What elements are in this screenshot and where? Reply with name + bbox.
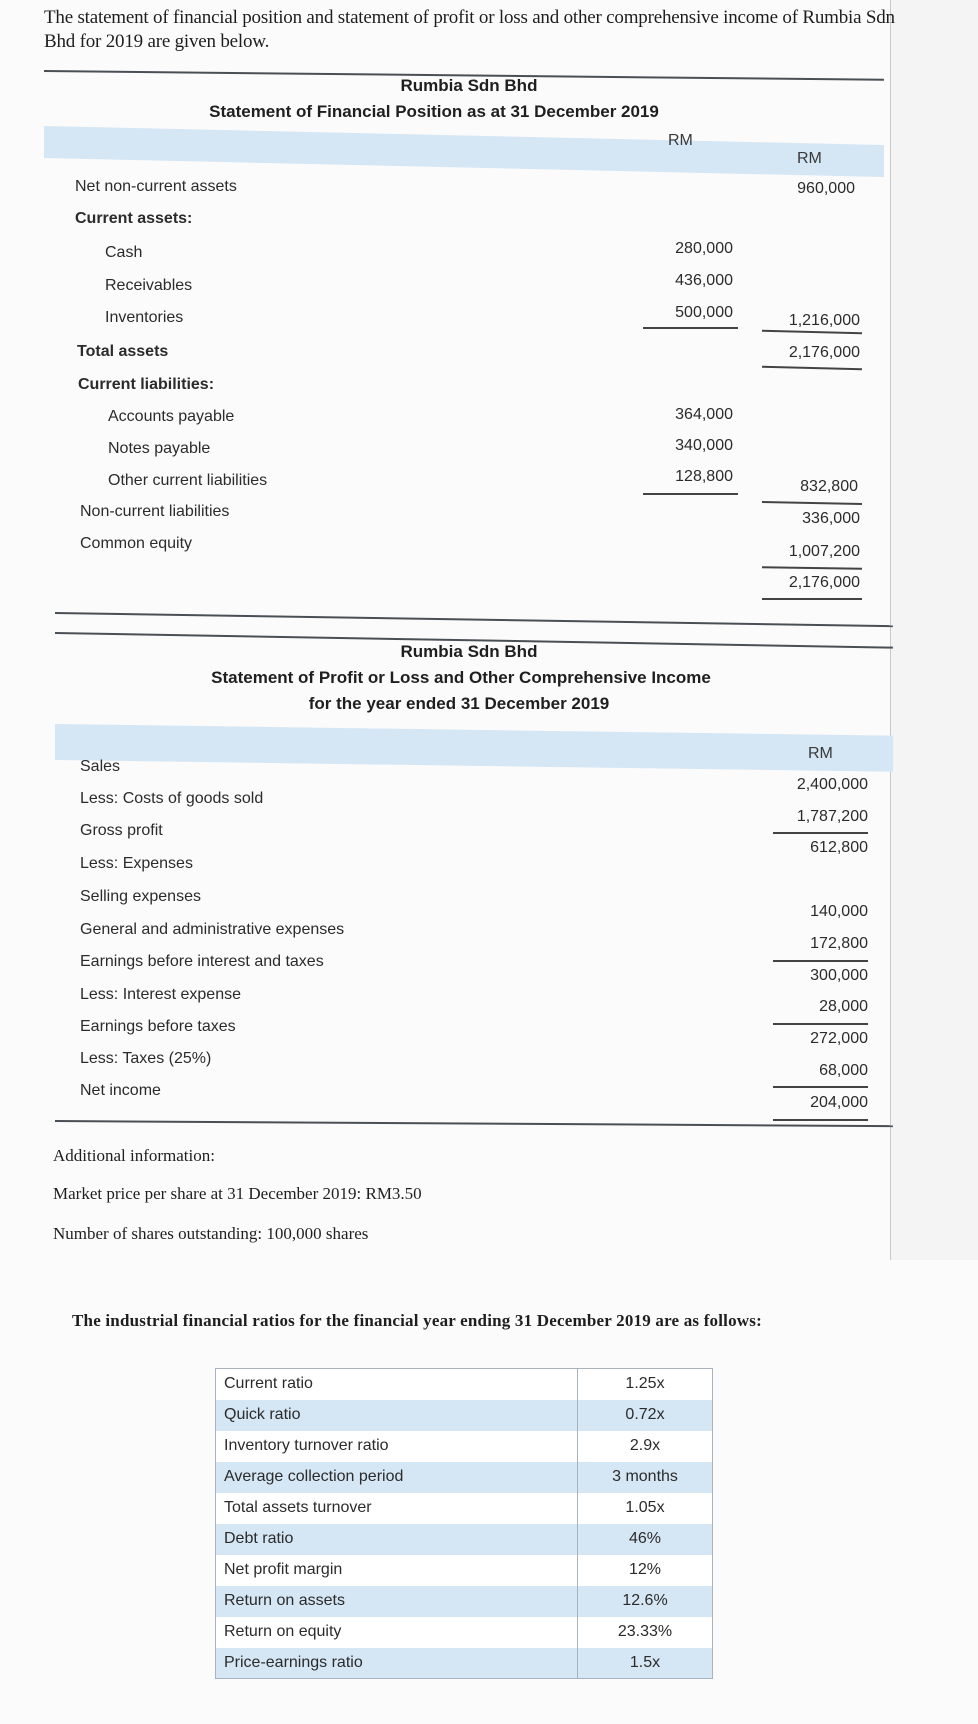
ratio-name: Return on equity: [224, 1623, 342, 1640]
row-value: 300,000: [810, 967, 868, 984]
is-title: Statement of Profit or Loss and Other Comprehensive Income: [211, 668, 711, 687]
row-label: Earnings before interest and taxes: [80, 953, 324, 970]
sofp-header-band: [44, 126, 884, 177]
shares-outstanding-text: Number of shares outstanding: 100,000 shares: [53, 1224, 369, 1243]
sofp-col2-header: RM: [797, 150, 822, 167]
row-label: Current liabilities:: [78, 376, 215, 393]
ratio-row: [216, 1493, 713, 1524]
subtotal-underline: [643, 493, 738, 495]
ratio-name: Current ratio: [224, 1375, 313, 1393]
ratio-name: Average collection period: [216, 1462, 578, 1493]
ratio-value: 1.05x: [578, 1493, 713, 1524]
row-label: Less: Interest expense: [80, 986, 241, 1003]
row-label: Less: Expenses: [80, 855, 193, 872]
row-value-col1: 436,000: [675, 272, 733, 289]
ratio-name: Quick ratio: [216, 1400, 578, 1431]
row-label: Less: Costs of goods sold: [80, 790, 264, 807]
ratio-value: 1.5x: [578, 1648, 713, 1679]
ratio-row: [216, 1555, 713, 1586]
row-value: 272,000: [810, 1030, 868, 1047]
ratio-name: Total assets turnover: [224, 1499, 372, 1516]
row-value-col1: 364,000: [675, 406, 733, 423]
ratio-row: [216, 1617, 713, 1648]
row-label: Common equity: [80, 535, 193, 552]
ratio-name: Price-earnings ratio: [216, 1648, 578, 1679]
total-underline: [762, 366, 862, 370]
row-label: Inventories: [105, 309, 184, 326]
is-subtitle: for the year ended 31 December 2019: [308, 694, 610, 713]
page-margin-strip: [890, 0, 978, 1260]
row-label: Receivables: [105, 277, 193, 294]
row-value: 204,000: [810, 1094, 868, 1111]
row-value-col2: 1,007,200: [788, 543, 860, 560]
row-value: 172,800: [810, 935, 868, 952]
sofp-company-name: Rumbia Sdn Bhd: [400, 76, 538, 95]
subtotal-underline: [762, 501, 862, 505]
row-label: Total assets: [77, 343, 169, 360]
row-value-col1: 128,800: [675, 468, 733, 485]
row-value: 140,000: [810, 903, 868, 920]
subtotal-underline: [773, 960, 868, 962]
row-label: Less: Taxes (25%): [80, 1050, 212, 1067]
row-value: 2,400,000: [796, 776, 868, 793]
row-label: Notes payable: [108, 440, 211, 457]
ratio-row: [216, 1586, 713, 1617]
row-label: Cash: [105, 244, 143, 261]
ratio-value: 1.25x: [578, 1369, 713, 1400]
subtotal-underline: [773, 1023, 868, 1025]
row-label: Net income: [80, 1082, 161, 1099]
ratio-value: 12.6%: [578, 1586, 713, 1617]
is-header-band: [55, 724, 893, 772]
row-value: 28,000: [819, 998, 868, 1015]
row-value-col2: 832,800: [800, 478, 858, 495]
ratio-value: 12%: [578, 1555, 713, 1586]
subtotal-underline: [773, 832, 868, 834]
row-label: Earnings before taxes: [80, 1018, 236, 1035]
market-price-text: Market price per share at 31 December 2019: RM3.50: [53, 1184, 422, 1203]
row-value-col1: 280,000: [675, 240, 733, 257]
sofp-title: Statement of Financial Position as at 31 December 2019: [209, 102, 659, 121]
ratio-row: [216, 1369, 713, 1400]
ratio-value: 0.72x: [578, 1400, 713, 1431]
ratio-row: [216, 1431, 713, 1462]
ratio-name: Inventory turnover ratio: [224, 1437, 389, 1454]
row-value: 1,787,200: [796, 808, 868, 825]
ratio-row: [216, 1400, 713, 1431]
row-value-col2: 1,216,000: [788, 312, 860, 329]
row-value-col2: 960,000: [797, 180, 855, 197]
row-value-col1: 500,000: [675, 304, 733, 321]
row-label: Other current liabilities: [108, 472, 268, 489]
ratio-row: [216, 1462, 713, 1493]
row-value-col2: 2,176,000: [788, 344, 860, 361]
intro-paragraph: The statement of financial position and statement of profit or loss and other comprehensive income of Rumbia Sdn Bhd for 2019 are given below.: [44, 7, 895, 52]
total-underline: [762, 598, 862, 600]
row-value-col2: 2,176,000: [788, 574, 860, 591]
ratio-name: Net profit margin: [224, 1561, 343, 1578]
total-underline: [762, 566, 862, 569]
ratios-intro-paragraph: The industrial financial ratios for the financial year ending 31 December 2019 are as follows:: [72, 1311, 762, 1330]
subtotal-underline: [773, 1086, 868, 1088]
section-divider: [55, 612, 893, 627]
ratio-name: Return on assets: [216, 1586, 578, 1617]
row-label: Gross profit: [80, 822, 163, 839]
row-label: Selling expenses: [80, 888, 201, 905]
ratio-row: [216, 1648, 713, 1679]
ratio-value: 46%: [578, 1524, 713, 1555]
ratio-value: 2.9x: [578, 1431, 713, 1462]
row-label: Non-current liabilities: [80, 503, 230, 520]
subtotal-underline: [643, 327, 738, 329]
row-label: Accounts payable: [108, 408, 235, 425]
row-label: Current assets:: [75, 210, 193, 227]
row-label: Sales: [80, 758, 121, 775]
row-value: 68,000: [819, 1062, 868, 1079]
total-underline: [773, 1119, 868, 1121]
is-company-name: Rumbia Sdn Bhd: [400, 642, 538, 661]
row-label: Net non-current assets: [75, 178, 237, 195]
additional-info-heading: Additional information:: [53, 1146, 215, 1165]
is-col-header: RM: [808, 745, 833, 762]
ratio-value: 23.33%: [578, 1617, 713, 1648]
row-value-col2: 336,000: [802, 510, 860, 527]
sofp-col1-header: RM: [668, 132, 693, 149]
ratio-name: Debt ratio: [216, 1524, 578, 1555]
row-label: General and administrative expenses: [80, 921, 345, 938]
ratio-row: [216, 1524, 713, 1555]
section-divider: [55, 1120, 893, 1127]
ratio-value: 3 months: [578, 1462, 713, 1493]
industry-ratios-table: [215, 1368, 713, 1679]
row-value-col1: 340,000: [675, 437, 733, 454]
row-value: 612,800: [810, 839, 868, 856]
subtotal-underline: [762, 330, 862, 334]
